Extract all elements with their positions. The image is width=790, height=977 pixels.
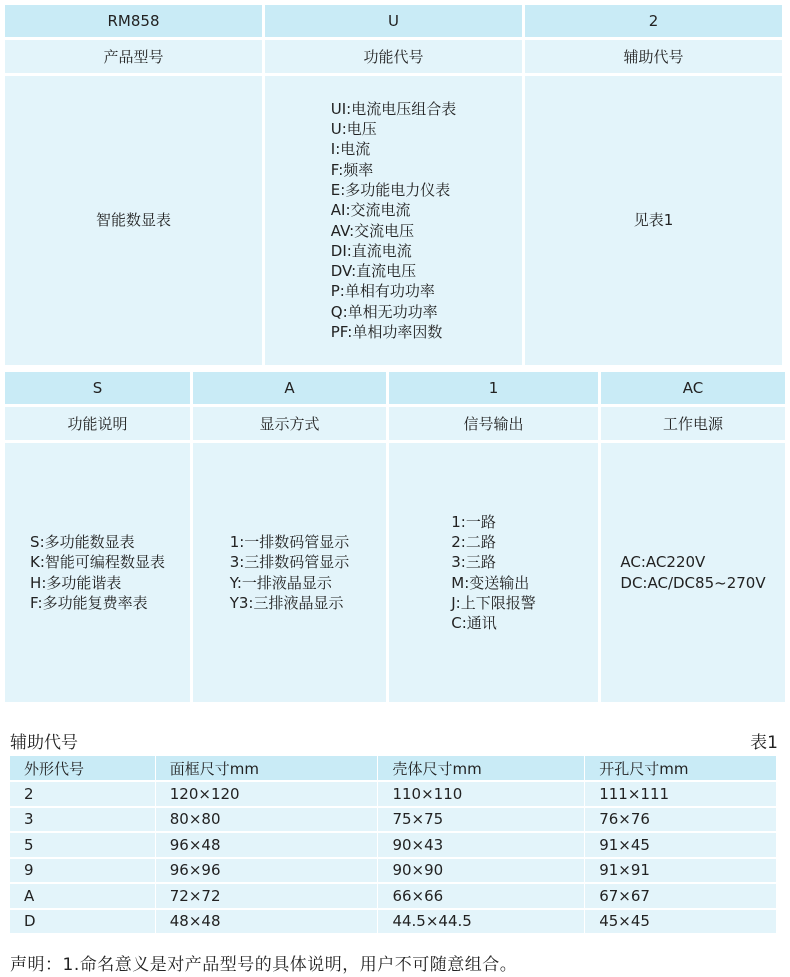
frame-size-cell: 120×120	[155, 781, 378, 807]
t1-label-function: 功能代号	[265, 40, 522, 73]
list-item: H:多功能谐表	[30, 573, 122, 592]
list-item: U:电压	[330, 120, 377, 139]
list-item: F:频率	[330, 160, 374, 179]
function-code-list	[331, 99, 456, 343]
aux-section-title: 辅助代号	[10, 733, 78, 753]
t2-header-ac: AC	[601, 372, 785, 404]
t1-function-codes	[265, 76, 522, 365]
aux-table-ref: 表1	[750, 733, 778, 753]
shape-code-cell: A	[10, 883, 156, 909]
list-item: DI:直流电流	[330, 241, 412, 260]
list-item: F:多功能复费率表	[30, 593, 148, 612]
t2-function-desc	[5, 443, 190, 702]
list-item: Y3:三排液晶显示	[229, 593, 344, 612]
list-item: 1:一路	[451, 512, 496, 531]
list-item: Y:一排液晶显示	[229, 573, 332, 592]
list-item: S:多功能数显表	[30, 532, 135, 551]
model-table-2	[5, 372, 782, 702]
t2-header-s: S	[5, 372, 190, 404]
list-item: I:电流	[330, 140, 371, 159]
list-item: M:变送输出	[451, 573, 530, 592]
col-frame-size: 面框尺寸mm	[155, 756, 378, 782]
shape-code-cell: 5	[10, 832, 156, 858]
list-item: 1:一排数码管显示	[229, 532, 350, 551]
list-item: J:上下限报警	[451, 593, 536, 612]
display-mode-list	[230, 532, 350, 613]
t2-label-signal: 信号输出	[389, 407, 598, 440]
t2-label-display: 显示方式	[193, 407, 386, 440]
list-item: Q:单相无功功率	[330, 302, 438, 321]
t1-aux-code: 见表1	[525, 76, 782, 365]
list-item: E:多功能电力仪表	[330, 180, 451, 199]
case-size-cell: 110×110	[378, 781, 585, 807]
col-case-size: 壳体尺寸mm	[378, 756, 585, 782]
table-row	[10, 909, 777, 935]
t2-signal-output	[389, 443, 598, 702]
shape-code-cell: 2	[10, 781, 156, 807]
cutout-size-cell: 91×91	[585, 858, 777, 884]
t2-header-a: A	[193, 372, 386, 404]
case-size-cell: 75×75	[378, 807, 585, 833]
table-row	[10, 807, 777, 833]
list-item: DV:直流电压	[330, 262, 417, 281]
case-size-cell: 90×43	[378, 832, 585, 858]
t1-header-aux: 2	[525, 5, 782, 37]
t1-header-model: RM858	[5, 5, 262, 37]
t2-label-power: 工作电源	[601, 407, 785, 440]
size-table-header-row	[10, 756, 777, 782]
shape-code-cell: 9	[10, 858, 156, 884]
list-item: P:单相有功功率	[330, 282, 435, 301]
table-row	[10, 832, 777, 858]
frame-size-cell: 96×48	[155, 832, 378, 858]
col-shape-code: 外形代号	[10, 756, 156, 782]
function-desc-list	[30, 532, 165, 613]
cutout-size-cell: 111×111	[585, 781, 777, 807]
list-item: C:通讯	[451, 614, 497, 633]
list-item: DC:AC/DC85~270V	[620, 573, 766, 592]
frame-size-cell: 72×72	[155, 883, 378, 909]
frame-size-cell: 80×80	[155, 807, 378, 833]
frame-size-cell: 48×48	[155, 909, 378, 935]
shape-code-cell: D	[10, 909, 156, 935]
shape-code-cell: 3	[10, 807, 156, 833]
cutout-size-cell: 76×76	[585, 807, 777, 833]
table-row	[10, 781, 777, 807]
power-supply-list	[620, 552, 765, 593]
list-item: PF:单相功率因数	[330, 322, 443, 341]
t1-label-aux: 辅助代号	[525, 40, 782, 73]
list-item: 3:三排数码管显示	[229, 553, 350, 572]
t1-header-function: U	[265, 5, 522, 37]
list-item: AV:交流电压	[330, 221, 415, 240]
list-item: K:智能可编程数显表	[30, 553, 165, 572]
col-cutout-size: 开孔尺寸mm	[585, 756, 777, 782]
list-item: 2:二路	[451, 532, 496, 551]
case-size-cell: 66×66	[378, 883, 585, 909]
list-item: 3:三路	[451, 553, 496, 572]
model-table-1	[5, 5, 782, 365]
t1-label-model: 产品型号	[5, 40, 262, 73]
cutout-size-cell: 67×67	[585, 883, 777, 909]
cutout-size-cell: 45×45	[585, 909, 777, 935]
t2-header-1: 1	[389, 372, 598, 404]
table-row	[10, 883, 777, 909]
cutout-size-cell: 91×45	[585, 832, 777, 858]
list-item: UI:电流电压组合表	[330, 99, 457, 118]
t2-label-function-desc: 功能说明	[5, 407, 190, 440]
frame-size-cell: 96×96	[155, 858, 378, 884]
table-row	[10, 858, 777, 884]
signal-output-list	[451, 512, 535, 634]
case-size-cell: 90×90	[378, 858, 585, 884]
disclaimer-note: 声明：1.命名意义是对产品型号的具体说明，用户不可随意组合。	[10, 955, 518, 975]
list-item: AC:AC220V	[620, 553, 706, 572]
list-item: AI:交流电流	[330, 201, 411, 220]
t2-power-supply	[601, 443, 785, 702]
case-size-cell: 44.5×44.5	[378, 909, 585, 935]
t1-product-model: 智能数显表	[5, 76, 262, 365]
size-table-body	[10, 781, 777, 934]
size-table	[9, 755, 777, 935]
t2-display-mode	[193, 443, 386, 702]
